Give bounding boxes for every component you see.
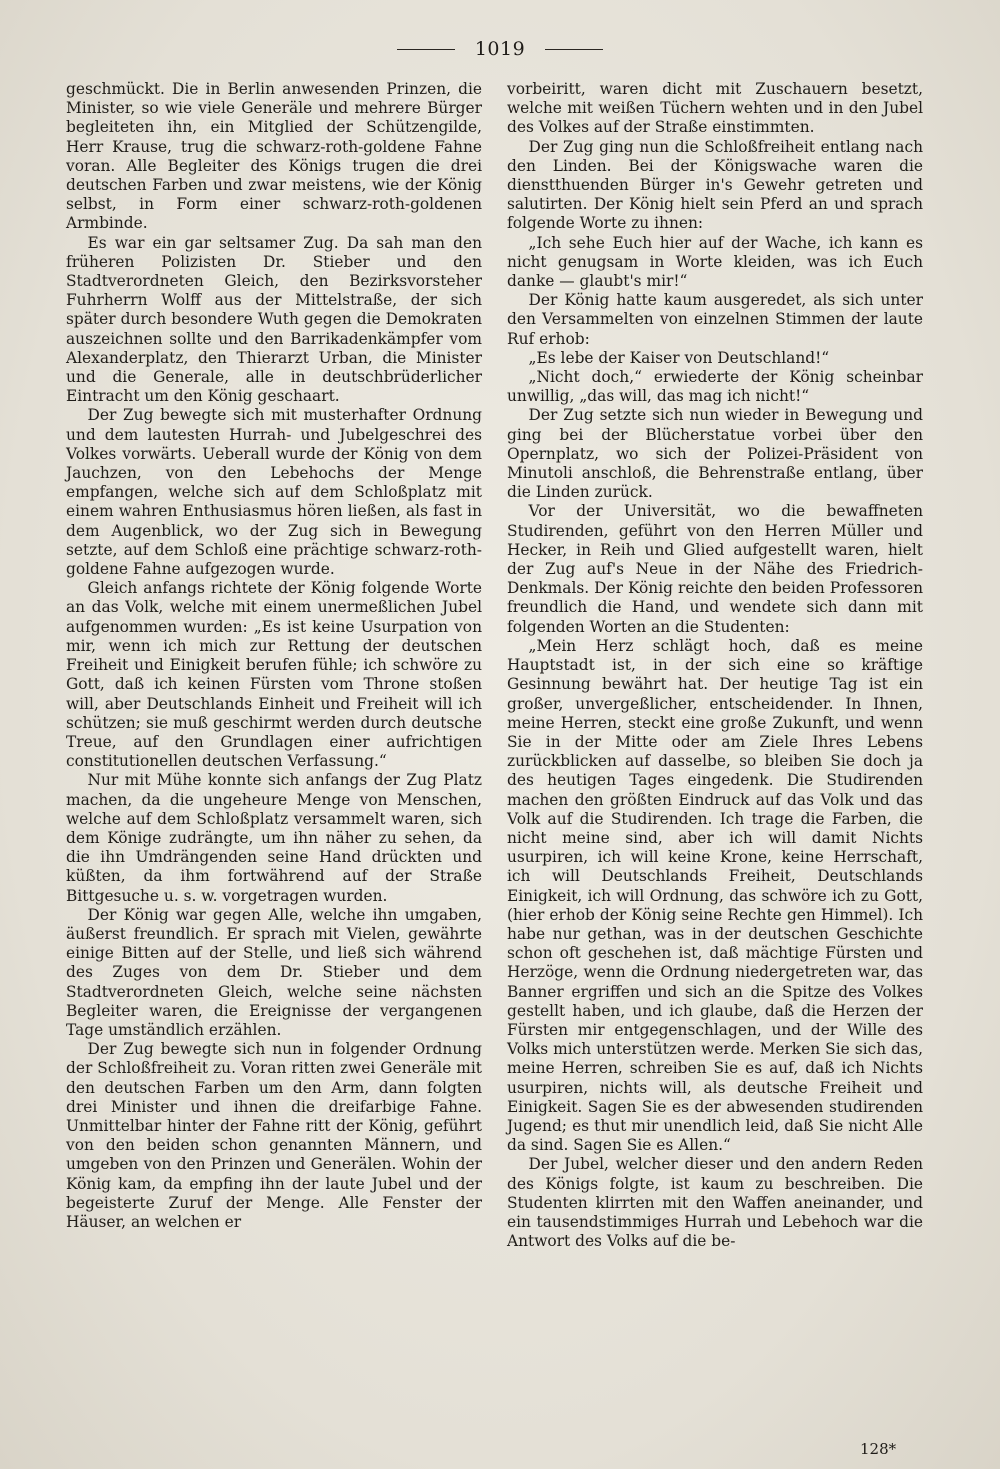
paragraph: geschmückt. Die in Berlin anwesenden Prinzen, die Minister, so wie viele Generäle und mehrere Bürger begleiteten ihn, ein Mitglied der Schützengilde, Herr Krause, trug die schwarz-roth-goldene Fahne voran. Alle Begleiter des Königs trugen die drei deutschen Farben und zwar meistens, wie der König selbst, in Form einer schwarz-roth-goldenen Armbinde. <box>66 80 482 233</box>
paragraph: Der Jubel, welcher dieser und den andern Reden des Königs folgte, ist kaum zu beschreiben. Die Studenten klirrten mit den Waffen aneinander, und ein tausendstimmiges Hurrah und Lebehoch war die Antwort des Volks auf die be- <box>507 1155 923 1251</box>
paragraph: Der König hatte kaum ausgeredet, als sich unter den Versammelten von einzelnen Stimmen der laute Ruf erhob: <box>507 291 923 348</box>
paragraph: Der Zug setzte sich nun wieder in Bewegung und ging bei der Blücherstatue vorbei über den Opernplatz, wo sich der Polizei-Präsident von Minutoli anschloß, die Behrenstraße entlang, über die Linden zurück. <box>507 406 923 502</box>
paragraph: „Es lebe der Kaiser von Deutschland!“ <box>528 348 830 367</box>
paragraph: „Nicht doch,“ erwiederte der König scheinbar unwillig, „das will, das mag ich nicht!“ <box>507 368 923 406</box>
paragraph: Der Zug bewegte sich nun in folgender Ordnung der Schloßfreiheit zu. Voran ritten zwei Generäle mit den deutschen Farben um den Arm, dann folgten drei Minister und ihnen die dreifarbige Fahne. Unmittelbar hinter der Fahne ritt der König, geführt von den beiden schon genannten Männern, und umgeben von den Prinzen und Generälen. Wohin der König kam, da empfing ihn der laute Jubel und der begeisterte Zuruf der Menge. Alle Fenster der Häuser, an welchen er <box>66 1040 482 1231</box>
signature-mark: 128* <box>860 1440 897 1458</box>
page-header <box>0 34 1000 64</box>
paragraph: Nur mit Mühe konnte sich anfangs der Zug Platz machen, da die ungeheure Menge von Menschen, welche auf dem Schloßplatz versammelt waren, sich dem Könige zudrängte, um ihn näher zu sehen, da die ihn Umdrängenden seine Hand drückten und küßten, da ihm fortwährend auf der Straße Bittgesuche u. s. w. vorgetragen wurden. <box>66 771 482 905</box>
page-number: 1019 <box>474 38 526 60</box>
paragraph: Der Zug bewegte sich mit musterhafter Ordnung und dem lautesten Hurrah- und Jubelgeschrei des Volkes vorwärts. Ueberall wurde der König von dem Jauchzen, von den Lebehochs der Menge empfangen, welche sich auf dem Schloßplatz mit einem wahren Enthusiasmus hören ließen, als fast in dem Augenblick, wo der Zug sich in Bewegung setzte, auf dem Schloß eine prächtige schwarz-roth-goldene Fahne aufgezogen wurde. <box>66 406 482 579</box>
paragraph: vorbeiritt, waren dicht mit Zuschauern besetzt, welche mit weißen Tüchern wehten und in den Jubel des Volkes auf der Straße einstimmten. <box>507 80 923 137</box>
paragraph: Der König war gegen Alle, welche ihn umgaben, äußerst freundlich. Er sprach mit Vielen, gewährte einige Bitten auf der Stelle, und ließ sich während des Zuges von dem Dr. Stieber und dem Stadtverordneten Gleich, welche seine nächsten Begleiter waren, die Ereignisse der vergangenen Tage umständlich erzählen. <box>66 905 482 1039</box>
right-column <box>507 80 923 1251</box>
paragraph: Es war ein gar seltsamer Zug. Da sah man den früheren Polizisten Dr. Stieber und den Stadtverordneten Gleich, den Bezirksvorsteher Fuhrherrn Wolff aus der Mittelstraße, der sich später durch besondere Wuth gegen die Demokraten auszeichnen sollte und den Barrikadenkämpfer vom Alexanderplatz, den Thierarzt Urban, die Minister und die Generale, alle in deutschbrüderlicher Eintracht um den König geschaart. <box>66 233 482 406</box>
header-rule-left <box>397 49 455 50</box>
paragraph: „Mein Herz schlägt hoch, daß es meine Hauptstadt ist, in der sich eine so kräftige Gesinnung bewährt hat. Der heutige Tag ist ein großer, unvergeßlicher, entscheidender. In Ihnen, meine Herren, steckt eine große Zukunft, und wenn Sie in der Mitte oder am Ziele Ihres Lebens zurückblicken auf dasselbe, so bleiben Sie doch ja des heutigen Tages eingedenk. Die Studirenden machen den größten Eindruck auf das Volk und das Volk auf die Studirenden. Ich trage die Farben, die nicht meine sind, aber ich will damit Nichts usurpiren, ich will keine Krone, keine Herrschaft, ich will Deutschlands Freiheit, Deutschlands Einigkeit, ich will Ordnung, das schwöre ich zu Gott, (hier erhob der König seine Rechte gen Himmel). Ich habe nur gethan, was in der deutschen Geschichte schon oft geschehen ist, daß mächtige Fürsten und Herzöge, wenn die Ordnung niedergetreten war, das Banner ergriffen und sich an die Spitze des Volkes gestellt haben, und ich glaube, daß die Herzen der Fürsten mir entgegenschlagen, und der Wille des Volks mich unterstützen werde. Merken Sie sich das, meine Herren, schreiben Sie es auf, daß ich Nichts usurpiren, nichts will, als deutsche Freiheit und Einigkeit. Sagen Sie es der abwesenden studirenden Jugend; es thut mir unendlich leid, daß Sie nicht Alle da sind. Sagen Sie es Allen.“ <box>507 636 923 1155</box>
paragraph: Vor der Universität, wo die bewaffneten Studirenden, geführt von den Herren Müller und Hecker, in Reih und Glied aufgestellt waren, hielt der Zug auf's Neue in der Nähe des Friedrich-Denkmals. Der König reichte den beiden Professoren freundlich die Hand, und wendete sich dann mit folgenden Worten an die Studenten: <box>507 502 923 636</box>
header-rule-right <box>545 49 603 50</box>
paragraph: Der Zug ging nun die Schloßfreiheit entlang nach den Linden. Bei der Königswache waren die dienstthuenden Bürger in's Gewehr getreten und salutirten. Der König hielt sein Pferd an und sprach folgende Worte zu ihnen: <box>507 137 923 233</box>
paragraph: „Ich sehe Euch hier auf der Wache, ich kann es nicht genugsam in Worte kleiden, was ich Euch danke — glaubt's mir!“ <box>507 233 923 291</box>
left-column <box>66 80 482 1232</box>
paragraph: Gleich anfangs richtete der König folgende Worte an das Volk, welche mit einem unermeßlichen Jubel aufgenommen wurden: „Es ist keine Usurpation von mir, wenn ich mich zur Rettung der deutschen Freiheit und Einigkeit berufen fühle; ich schwöre zu Gott, daß ich keinen Fürsten vom Throne stoßen will, aber Deutschlands Einheit und Freiheit will ich schützen; sie muß geschirmt werden durch deutsche Treue, auf den Grundlagen einer aufrichtigen constitutionellen deutschen Verfassung.“ <box>66 579 482 771</box>
